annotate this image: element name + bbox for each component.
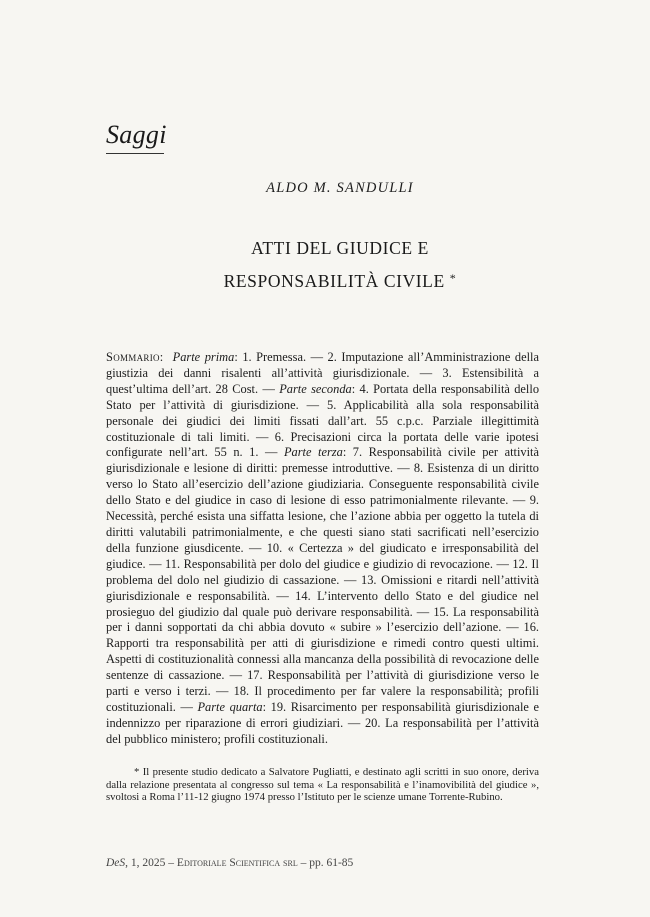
- footer-pages: – pp. 61-85: [297, 857, 354, 869]
- section-heading: Saggi: [106, 120, 167, 149]
- summary-part-heading: Parte terza: [283, 445, 343, 460]
- summary-text: : 4. Portata della responsabilità dello Stato per l’attività di giurisdizione. — 5. Applicabilità alla sola responsabilità personale dei giudici dei limiti fissati dall’art. 55 c.p.c. Parziale illegittimità costituzionale di tali limiti. — 6. Precisazioni circa la portata delle varie ipotesi configurate nell’art. 55 n. 1. —: [106, 381, 540, 460]
- page-footer: [106, 857, 539, 869]
- summary-part-heading: Parte seconda: [279, 381, 352, 396]
- section-underline: [106, 153, 164, 154]
- footnote-mark: *: [134, 766, 140, 778]
- summary-text: : 7. Responsabilità civile per attività giurisdizionale e lesione di diritti: premesse introduttive. — 8. Esistenza di un diritto verso lo Stato all’esercizio dell’azione giudiziaria. Conseguente responsabilità civile dello Stato e del giudice in caso di lesione di esso patrimonialmente rilevante. — 9. Necessità, perché esista una siffatta lesione, che l’azione abbia per oggetto la tutela di diritti valutabili patrimonialmente, e che questi siano stati sacrificati nell’esercizio della funzione giusdicente. — 10. « Certezza » del giudicato e irresponsabilità del giudice. — 11. Responsabilità per dolo del giudice e giudizio di revocazione. — 12. Il problema del dolo nel giudizio di cassazione. — 13. Omissioni e ritardi nell’attività giurisdizionale e responsabilità. — 14. L’intervento dello Stato e del giudice nel prosieguo del giudizio dal quale può derivare responsabilità. — 15. La responsabilità per i danni sopportati da chi abbia dovuto « subire » l’esercizio dell’azione. — 16. Rapporti tra responsabilità per atti di giurisdizione e rimedi contro questi ultimi. Aspetti di costituzionalità connessi alla mancanza della possibilità di revocazione delle sentenze di cassazione. — 17. Responsabilità per l’attività di giurisdizione verso le parti e verso i terzi. — 18. Il procedimento per far valere la responsabilità; profili costituzionali. —: [106, 445, 539, 714]
- summary-body: [106, 350, 539, 746]
- footnote: [106, 766, 539, 804]
- article-title-line-2: [0, 271, 650, 292]
- summary-label: Sommario:: [106, 350, 164, 364]
- title-footnote-mark: *: [449, 271, 457, 285]
- summary-part-heading: Parte prima: [172, 350, 235, 364]
- footer-issue: , 1, 2025 –: [125, 857, 177, 869]
- article-summary: [106, 350, 539, 748]
- summary-text: : 19. Risarcimento per responsabilità giurisdizionale e indennizzo per riparazione di errori giudiziari. — 20. La responsabilità per l’attività del pubblico ministero; profili costituzionali.: [106, 699, 539, 746]
- footer-publisher: Editoriale Scientifica srl: [176, 857, 298, 869]
- article-title-line-2-text: RESPONSABILITÀ CIVILE: [223, 271, 445, 291]
- article-title-line-1: ATTI DEL GIUDICE E: [251, 238, 429, 258]
- footer-journal: DeS: [106, 857, 126, 869]
- summary-part-heading: Parte quarta: [197, 699, 263, 714]
- article-author: ALDO M. SANDULLI: [266, 180, 414, 196]
- footnote-text: Il presente studio dedicato a Salvatore Pugliatti, e destinato agli scritti in suo onore, deriva dalla relazione presentata al congresso sul tema « La responsabilità e l’inamovibilità del giudice », svoltosi a Roma l’11-12 giugno 1974 presso l’Istituto per le scienze umane Torrente-Rubino.: [106, 766, 539, 804]
- summary-text: : 1. Premessa. — 2. Imputazione all’Amministrazione della giustizia dei danni risalenti all’attività giurisdizionale. — 3. Estensibilità a quest’ultima dell’art. 28 Cost. —: [106, 350, 540, 396]
